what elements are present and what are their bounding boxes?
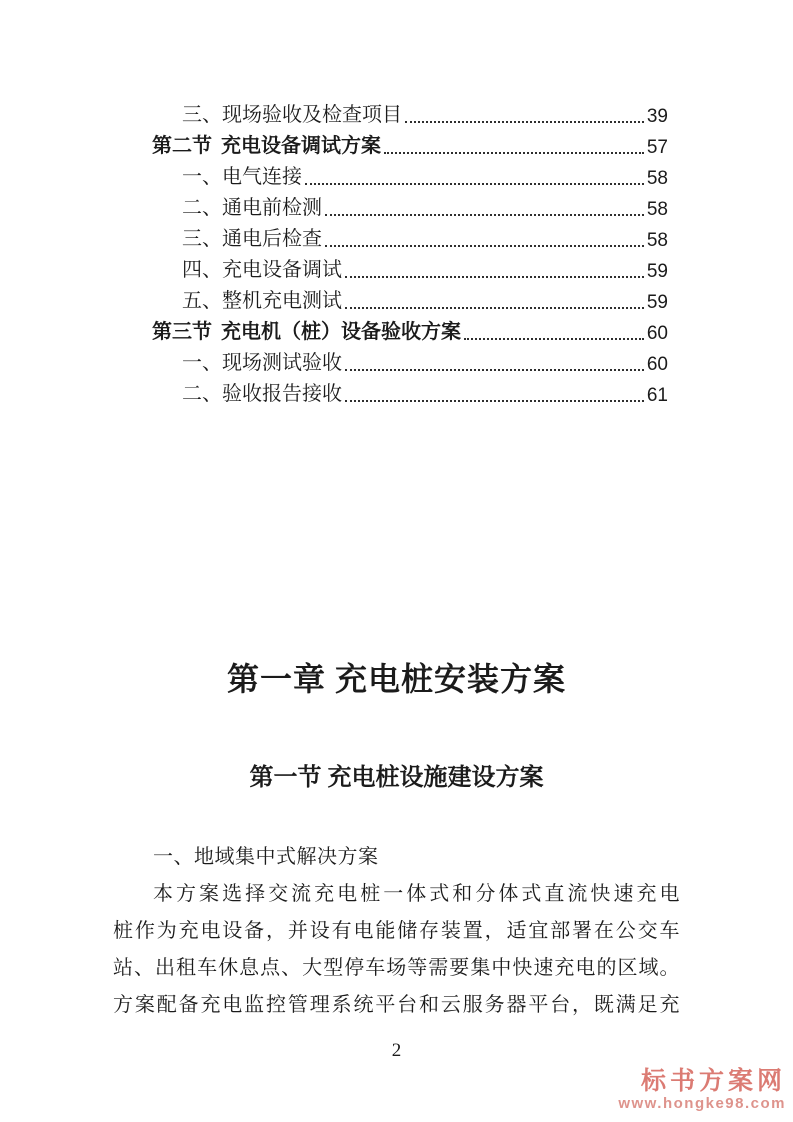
- toc-entry[interactable]: [113, 252, 680, 283]
- toc-entry-title: 通电后检查: [222, 228, 322, 250]
- toc-entry[interactable]: [113, 190, 680, 221]
- toc-entry[interactable]: [113, 221, 680, 252]
- body-text: [113, 839, 680, 1024]
- body-subheading: 一、地域集中式解决方案: [153, 846, 379, 868]
- toc-entry-page: 60: [646, 354, 668, 375]
- toc-entry-title: 验收报告接收: [222, 383, 342, 405]
- toc-leader-dots: [345, 369, 644, 371]
- toc-entry-label: 二、: [182, 197, 222, 219]
- toc-entry-title: 现场验收及检查项目: [222, 104, 402, 126]
- toc-entry-title: 通电前检测: [222, 197, 322, 219]
- watermark-site-url: www.hongke98.com: [618, 1095, 786, 1112]
- toc-entry-title: 现场测试验收: [222, 352, 342, 374]
- toc-leader-dots: [325, 214, 644, 216]
- toc-entry-label: 二、: [182, 383, 222, 405]
- toc-entry[interactable]: [113, 159, 680, 190]
- toc-entry-title: 整机充电测试: [222, 290, 342, 312]
- toc-entry-label: 五、: [182, 290, 222, 312]
- toc-leader-dots: [325, 245, 644, 247]
- body-text-line: 本方案选择交流充电桩一体式和分体式直流快速充电: [153, 883, 680, 905]
- toc-entry-label: 一、: [182, 166, 222, 188]
- toc-entry[interactable]: [113, 283, 680, 314]
- toc-entry-page: 58: [646, 168, 668, 189]
- toc-entry-page: 60: [646, 323, 668, 344]
- toc-entry-label: 三、: [182, 104, 222, 126]
- toc-entry-page: 61: [646, 385, 668, 406]
- toc-leader-dots: [345, 276, 644, 278]
- toc-leader-dots: [405, 121, 644, 123]
- toc-entry[interactable]: [113, 128, 680, 159]
- toc-leader-dots: [345, 307, 644, 309]
- body-text-line: 方案配备充电监控管理系统平台和云服务器平台，既满足充: [113, 994, 680, 1016]
- table-of-contents: [113, 97, 680, 407]
- toc-entry-page: 39: [646, 106, 668, 127]
- toc-entry-title: 电气连接: [222, 166, 302, 188]
- toc-entry[interactable]: [113, 376, 680, 407]
- toc-entry-label: 第二节: [152, 135, 212, 157]
- toc-entry[interactable]: [113, 314, 680, 345]
- toc-entry-page: 59: [646, 292, 668, 313]
- page-number: 2: [391, 1040, 402, 1061]
- toc-entry-title: 充电设备调试方案: [221, 135, 381, 157]
- toc-entry-label: 三、: [182, 228, 222, 250]
- toc-leader-dots: [464, 338, 644, 340]
- toc-entry-page: 59: [646, 261, 668, 282]
- toc-entry-page: 58: [646, 199, 668, 220]
- chapter-heading: 第一章 充电桩安装方案: [226, 661, 566, 697]
- toc-leader-dots: [305, 183, 644, 185]
- toc-entry-label: 第三节: [152, 321, 212, 343]
- toc-entry-label: 一、: [182, 352, 222, 374]
- watermark-site-name: 标书方案网: [640, 1067, 786, 1095]
- toc-leader-dots: [345, 400, 644, 402]
- toc-entry-title: 充电机（桩）设备验收方案: [221, 321, 461, 343]
- toc-entry[interactable]: [113, 345, 680, 376]
- toc-entry-page: 57: [646, 137, 668, 158]
- section-heading: 第一节 充电桩设施建设方案: [249, 765, 544, 791]
- toc-entry-title: 充电设备调试: [222, 259, 342, 281]
- toc-leader-dots: [384, 152, 644, 154]
- body-text-line: 桩作为充电设备，并设有电能储存装置，适宜部署在公交车: [113, 920, 680, 942]
- toc-entry-label: 四、: [182, 259, 222, 281]
- toc-entry[interactable]: [113, 97, 680, 128]
- watermark: [618, 1068, 786, 1113]
- body-text-line: 站、出租车休息点、大型停车场等需要集中快速充电的区域。: [113, 957, 680, 979]
- toc-entry-page: 58: [646, 230, 668, 251]
